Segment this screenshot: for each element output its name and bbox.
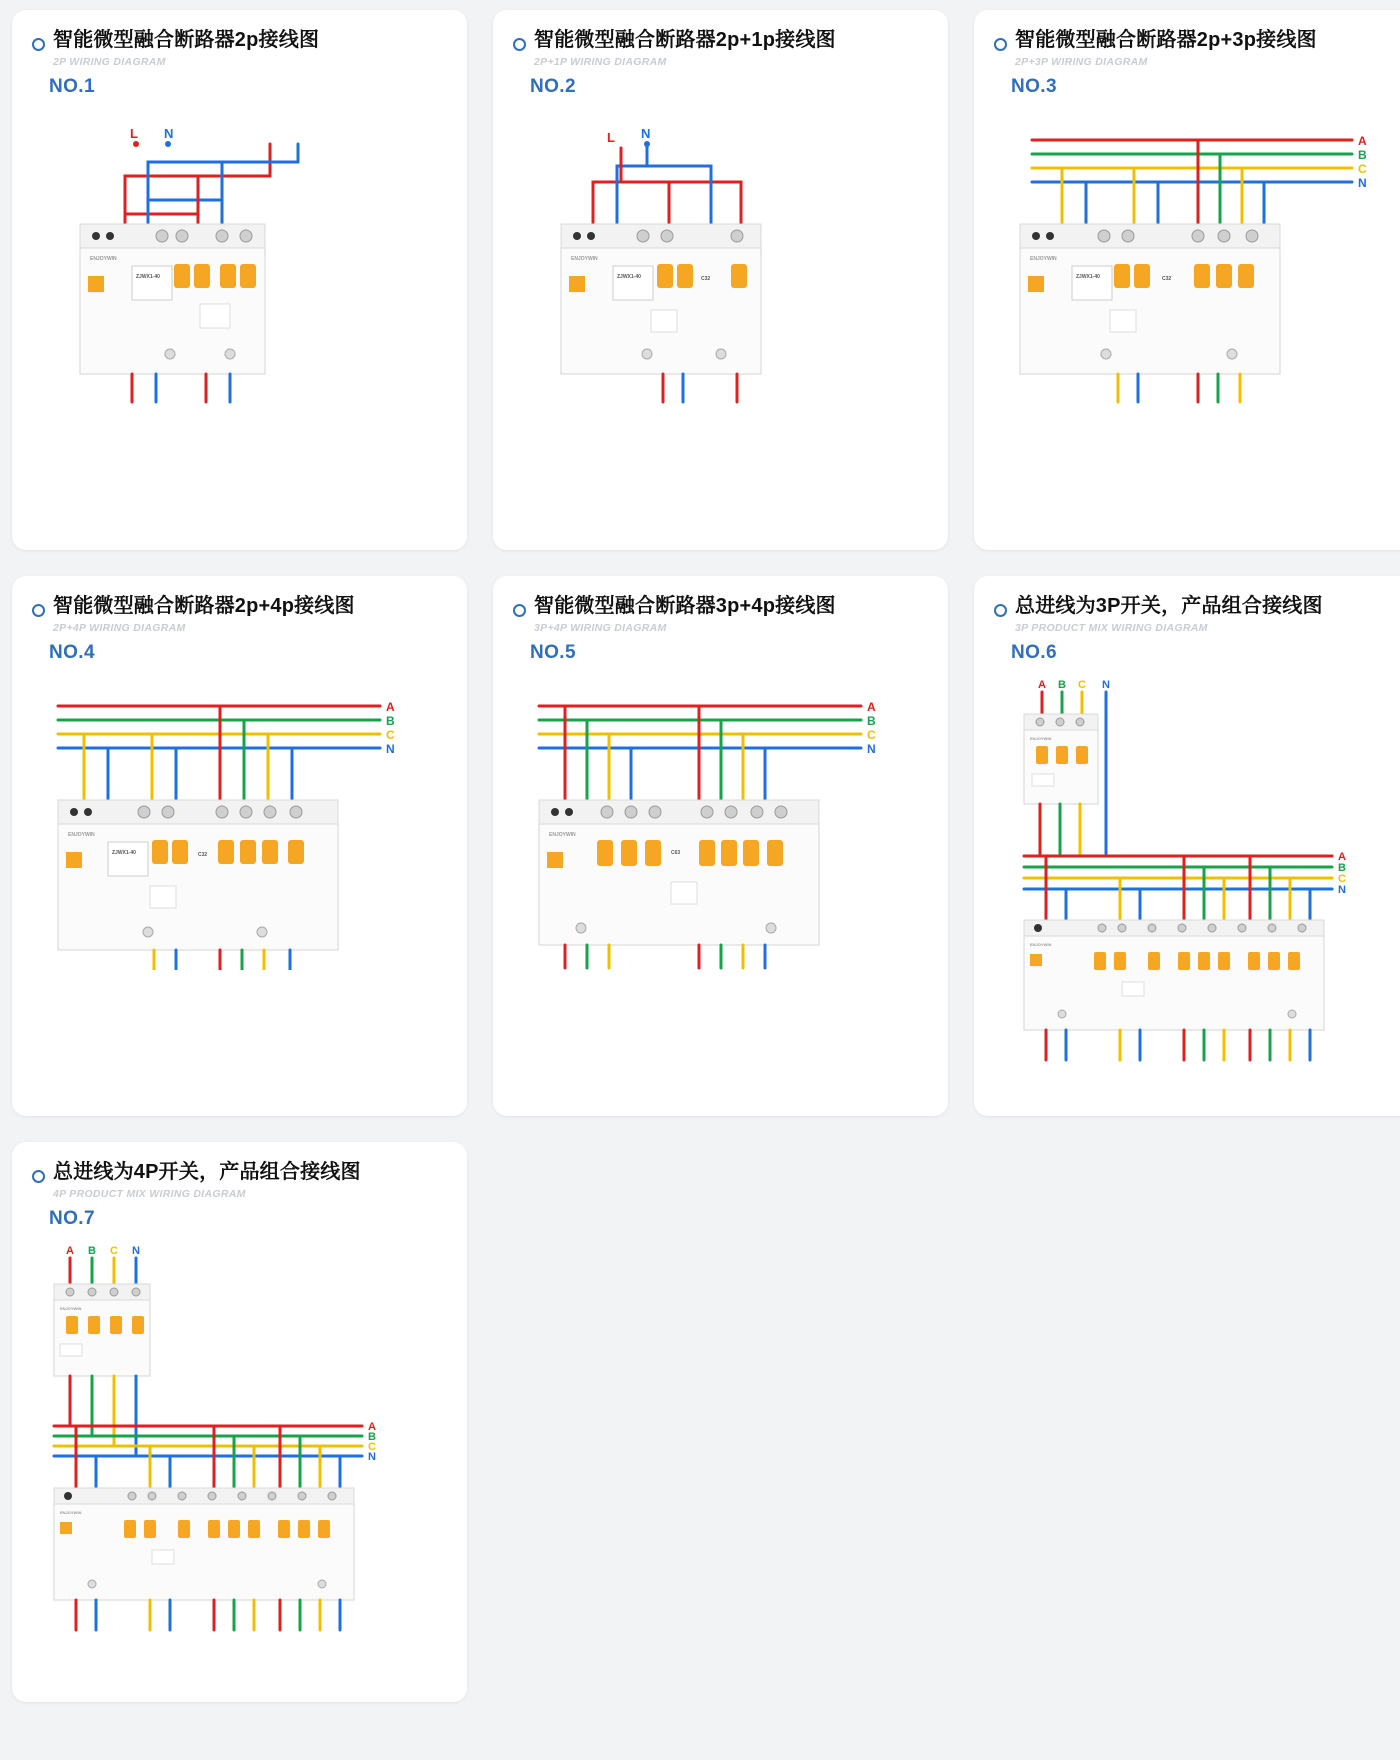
- bullet-icon: [513, 604, 526, 617]
- breaker-model: C32: [700, 276, 710, 282]
- card-header: [32, 594, 447, 634]
- wire-label-C: C: [385, 728, 395, 742]
- breaker-model: C32: [1161, 276, 1171, 282]
- diagram-4p-mix: [32, 1230, 447, 1682]
- wire-label-C: C: [1357, 162, 1367, 176]
- wiring-card-no4: [12, 576, 467, 1116]
- card-number: NO.3: [1011, 76, 1057, 97]
- wire-label-N: N: [163, 126, 173, 141]
- device-module: [1020, 224, 1280, 374]
- wire-label-A-bus: A: [367, 1421, 376, 1433]
- card-title-cn: 总进线为4P开关，产品组合接线图: [53, 1161, 361, 1183]
- device-module: [539, 800, 819, 945]
- wiring-card-no7: [12, 1142, 467, 1702]
- wire-label-L: L: [606, 130, 615, 145]
- bullet-icon: [513, 38, 526, 51]
- bullet-icon: [32, 38, 45, 51]
- card-header: [32, 1160, 447, 1200]
- device-bank: [54, 1488, 354, 1600]
- wire-label-N-top: N: [131, 1245, 140, 1257]
- card-title-en: 4P PRODUCT MIX WIRING DIAGRAM: [53, 1188, 246, 1200]
- wire-label-C-top: C: [109, 1245, 118, 1257]
- device-model: ZJWX1-40: [1075, 274, 1100, 280]
- breaker-model: C32: [197, 852, 207, 858]
- card-number: NO.7: [49, 1208, 95, 1229]
- diagram-2p-1p: [513, 98, 928, 530]
- wire-label-B: B: [1357, 148, 1367, 162]
- card-title-en: 2P WIRING DIAGRAM: [53, 56, 166, 68]
- card-number: NO.2: [530, 76, 576, 97]
- device-model: C63: [670, 850, 680, 856]
- card-header: [32, 28, 447, 68]
- card-header: [994, 28, 1400, 68]
- card-title-cn: 智能微型融合断路器2p+3p接线图: [1015, 29, 1317, 51]
- wire-label-N-bus: N: [367, 1451, 376, 1463]
- card-title-cn: 智能微型融合断路器2p+4p接线图: [53, 595, 355, 617]
- device-module: [561, 224, 761, 374]
- wiring-card-no2: [493, 10, 948, 550]
- bullet-icon: [32, 604, 45, 617]
- wire-label-N: N: [1357, 176, 1367, 190]
- card-number: NO.6: [1011, 642, 1057, 663]
- bullet-icon: [32, 1170, 45, 1183]
- wire-label-C-bus: C: [1337, 873, 1346, 885]
- card-number: NO.1: [49, 76, 95, 97]
- brand-text: ENJOYWIN: [89, 256, 117, 262]
- wire-label-B: B: [866, 714, 876, 728]
- wiring-card-no5: [493, 576, 948, 1116]
- wire-label-A-bus: A: [1337, 851, 1346, 863]
- wire-label-N: N: [640, 126, 650, 141]
- card-number: NO.5: [530, 642, 576, 663]
- wire-label-A: A: [385, 700, 395, 714]
- device-model: ZJWX1-40: [616, 274, 641, 280]
- device-module: [80, 224, 265, 374]
- wire-label-C-top: C: [1077, 679, 1086, 691]
- diagram-3p-4p: [513, 664, 928, 1096]
- wire-label-N: N: [385, 742, 395, 756]
- device-model: ZJWX1-40: [135, 274, 160, 280]
- brand-text: ENJOYWIN: [1029, 736, 1051, 741]
- main-breaker: [1024, 714, 1098, 804]
- diagram-2p: [32, 98, 447, 530]
- card-number: NO.4: [49, 642, 95, 663]
- brand-text: ENJOYWIN: [548, 832, 576, 838]
- card-title-en: 2P+1P WIRING DIAGRAM: [534, 56, 667, 68]
- wire-label-A: A: [1357, 134, 1367, 148]
- wire-label-B-top: B: [87, 1245, 96, 1257]
- diagram-2p-3p: [994, 98, 1400, 530]
- wire-label-C: C: [866, 728, 876, 742]
- brand-text: ENJOYWIN: [59, 1306, 81, 1311]
- wiring-card-no6: [974, 576, 1400, 1116]
- wire-label-L: L: [129, 126, 138, 141]
- card-header: [513, 594, 928, 634]
- card-header: [513, 28, 928, 68]
- bullet-icon: [994, 604, 1007, 617]
- brand-text: ENJOYWIN: [570, 256, 598, 262]
- card-title-en: 2P+4P WIRING DIAGRAM: [53, 622, 186, 634]
- wiring-card-no3: [974, 10, 1400, 550]
- device-bank: [1024, 920, 1324, 1030]
- wire-label-A: A: [866, 700, 876, 714]
- wire-label-B: B: [385, 714, 395, 728]
- brand-text: ENJOYWIN: [59, 1510, 81, 1515]
- card-title-cn: 智能微型融合断路器3p+4p接线图: [534, 595, 836, 617]
- card-title-cn: 智能微型融合断路器2p接线图: [53, 29, 320, 51]
- card-title-en: 2P+3P WIRING DIAGRAM: [1015, 56, 1148, 68]
- main-breaker: [54, 1284, 150, 1376]
- wire-label-N-bus: N: [1337, 884, 1346, 896]
- card-header: [994, 594, 1400, 634]
- wire-label-N: N: [866, 742, 876, 756]
- wire-label-N-top: N: [1101, 679, 1110, 691]
- card-title-en: 3P PRODUCT MIX WIRING DIAGRAM: [1015, 622, 1208, 634]
- wiring-card-no1: [12, 10, 467, 550]
- device-module: [58, 800, 338, 950]
- bullet-icon: [994, 38, 1007, 51]
- brand-text: ENJOYWIN: [67, 832, 95, 838]
- wire-label-A-top: A: [65, 1245, 74, 1257]
- wire-label-B-bus: B: [1337, 862, 1346, 874]
- device-model: ZJWX1-40: [111, 850, 136, 856]
- wire-label-B-bus: B: [367, 1431, 376, 1443]
- brand-text: ENJOYWIN: [1029, 256, 1057, 262]
- wire-label-A-top: A: [1037, 679, 1046, 691]
- diagram-2p-4p: [32, 664, 447, 1096]
- diagram-3p-mix: [994, 664, 1400, 1096]
- brand-text: ENJOYWIN: [1029, 942, 1051, 947]
- card-title-en: 3P+4P WIRING DIAGRAM: [534, 622, 667, 634]
- wire-label-B-top: B: [1057, 679, 1066, 691]
- card-title-cn: 智能微型融合断路器2p+1p接线图: [534, 29, 836, 51]
- wire-label-C-bus: C: [367, 1441, 376, 1453]
- card-title-cn: 总进线为3P开关，产品组合接线图: [1015, 595, 1323, 617]
